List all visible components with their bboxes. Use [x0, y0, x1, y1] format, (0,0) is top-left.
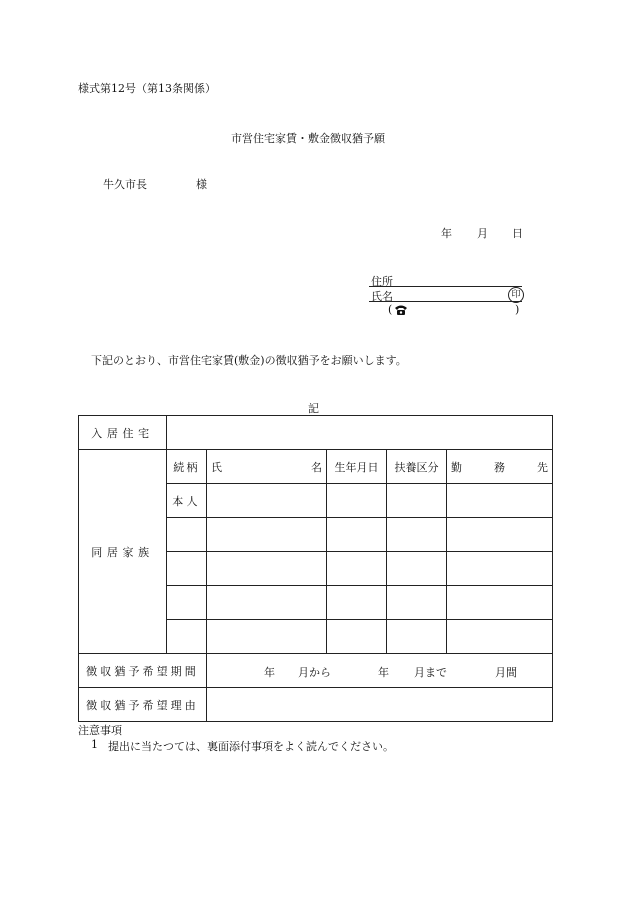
family-cell[interactable] [207, 552, 327, 586]
family-cell[interactable] [207, 620, 327, 654]
date-month: 月 [477, 227, 488, 240]
name-underline [369, 301, 522, 302]
family-cell[interactable] [167, 552, 207, 586]
ki-heading: 記 [308, 402, 319, 415]
reason-cell[interactable] [207, 688, 553, 722]
application-table [78, 415, 553, 722]
family-cell[interactable] [327, 586, 387, 620]
family-cell[interactable] [327, 620, 387, 654]
relation-header: 続柄 [167, 450, 207, 484]
family-cell[interactable] [327, 518, 387, 552]
name-label: 氏名 [371, 290, 393, 303]
work-header-b: 務 [494, 460, 505, 474]
page-title: 市営住宅家賃・敷金徴収猶予願 [231, 132, 385, 145]
period-month-to: 月まで [414, 665, 447, 679]
family-cell[interactable] [167, 620, 207, 654]
reason-label: 徴収猶予希望理由 [79, 688, 207, 722]
residence-label: 入居住宅 [79, 416, 167, 450]
family-cell[interactable] [447, 586, 553, 620]
family-cell[interactable] [447, 518, 553, 552]
addressee-name: 牛久市長 [103, 178, 147, 191]
phone-open-paren: ( [388, 303, 393, 316]
period-months: 月間 [495, 665, 517, 679]
work-header [447, 450, 553, 484]
self-label: 本人 [167, 484, 207, 518]
phone-close-paren: ) [515, 303, 520, 316]
intro-text: 下記のとおり、市営住宅家賃(敷金)の徴収猶予をお願いします。 [91, 354, 407, 367]
birth-header: 生年月日 [327, 450, 387, 484]
period-row [79, 654, 553, 688]
family-cell[interactable] [167, 518, 207, 552]
note-number: 1 [91, 738, 98, 751]
residence-cell[interactable] [167, 416, 553, 450]
name-header [207, 450, 327, 484]
family-cell[interactable] [447, 620, 553, 654]
family-cell[interactable] [387, 484, 447, 518]
family-cell[interactable] [387, 586, 447, 620]
period-cell[interactable] [207, 654, 553, 688]
name-header-b: 名 [311, 460, 322, 474]
family-header-row [79, 450, 553, 484]
period-label: 徴収猶予希望期間 [79, 654, 207, 688]
family-cell[interactable] [207, 484, 327, 518]
period-month-from: 月から [298, 665, 331, 679]
family-cell[interactable] [387, 620, 447, 654]
reason-row [79, 688, 553, 722]
date-year: 年 [441, 227, 452, 240]
period-year-1: 年 [264, 665, 275, 679]
family-cell[interactable] [447, 552, 553, 586]
work-header-a: 勤 [451, 460, 462, 474]
telephone-icon [394, 304, 408, 316]
name-header-a: 氏 [211, 460, 222, 474]
family-cell[interactable] [327, 484, 387, 518]
date-day: 日 [512, 227, 523, 240]
family-cell[interactable] [327, 552, 387, 586]
address-underline [369, 286, 522, 287]
form-number: 様式第12号（第13条関係） [78, 82, 216, 95]
work-header-c: 先 [537, 460, 548, 474]
family-cell[interactable] [207, 518, 327, 552]
family-cell[interactable] [387, 552, 447, 586]
family-cell[interactable] [387, 518, 447, 552]
address-label: 住所 [371, 275, 393, 288]
addressee-suffix: 様 [196, 178, 207, 191]
period-year-2: 年 [378, 665, 389, 679]
notes-heading: 注意事項 [78, 724, 122, 737]
family-cell[interactable] [447, 484, 553, 518]
family-label: 同居家族 [79, 450, 167, 654]
family-cell[interactable] [167, 586, 207, 620]
seal-mark: 印 [508, 287, 524, 303]
residence-row [79, 416, 553, 450]
note-text: 提出に当たつては、裏面添付事項をよく読んでください。 [108, 740, 394, 753]
dependent-header: 扶養区分 [387, 450, 447, 484]
family-cell[interactable] [207, 586, 327, 620]
